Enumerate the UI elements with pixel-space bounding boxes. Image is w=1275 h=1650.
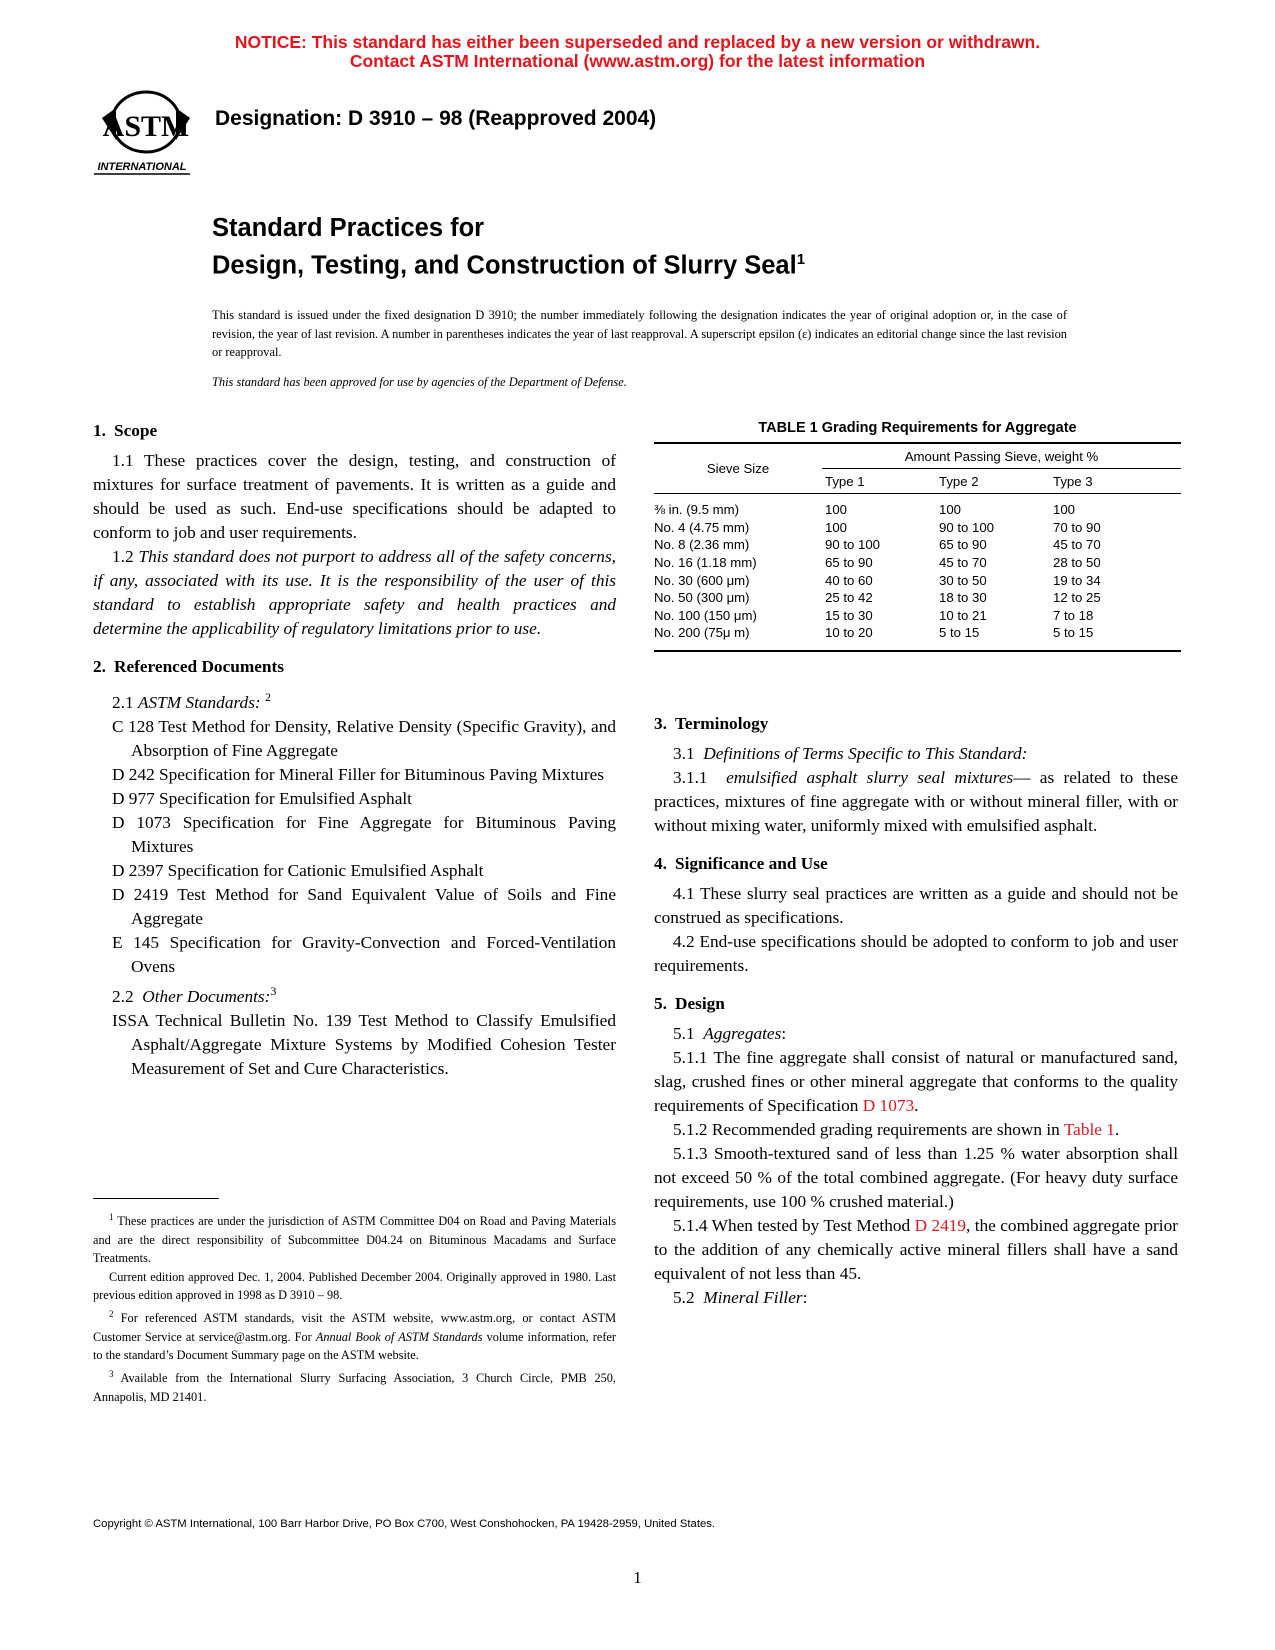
table-row — [654, 554, 1181, 572]
type-1-cell: 90 to 100 — [825, 537, 880, 553]
table-row — [654, 536, 1181, 554]
section-1-heading: 1. Scope — [93, 421, 158, 440]
type-3-cell: 5 to 15 — [1053, 625, 1094, 641]
section-2-heading: 2. Referenced Documents — [93, 657, 285, 676]
type-3-cell: 12 to 25 — [1053, 590, 1101, 606]
para-4-2: 4.2 End-use specifications should be adopted to conform to job and user requirements. — [654, 932, 1178, 975]
footnote-1-edition: Current edition approved Dec. 1, 2004. Published December 2004. Originally approved in 1980. Last previous edition approved in 1998 as D 3910 – 98. — [93, 1269, 616, 1303]
title-footnote-mark: 1 — [796, 251, 806, 268]
sieve-size-cell: No. 8 (2.36 mm) — [654, 537, 750, 553]
ref-c128: C 128 Test Method for Density, Relative Density (Specific Gravity), and Absorption of Fine Aggregate — [112, 716, 616, 760]
ref-d977: D 977 Specification for Emulsified Asphalt — [112, 788, 412, 808]
section-4-heading: 4. Significance and Use — [654, 854, 828, 873]
section-5-heading: 5. Design — [654, 994, 725, 1013]
ref-d2419: D 2419 Test Method for Sand Equivalent Value of Soils and Fine Aggregate — [112, 884, 616, 928]
sieve-size-cell: No. 100 (150 μm) — [654, 607, 757, 623]
table-row — [654, 607, 1181, 625]
type-3-cell: 100 — [1053, 502, 1076, 518]
type-2-cell: 18 to 30 — [939, 590, 987, 606]
left-column — [93, 419, 616, 1081]
table-body — [654, 501, 1181, 642]
type-1-cell: 15 to 30 — [825, 607, 873, 623]
type-1-cell: 65 to 90 — [825, 555, 873, 571]
title-line-1: Standard Practices for — [212, 214, 485, 242]
footnotes — [93, 1208, 616, 1406]
copyright-line: Copyright © ASTM International, 100 Barr Harbor Drive, PO Box C700, West Conshohocken, PA 19428-2959, United States. — [93, 1518, 716, 1530]
para-2-2: 2.2 Other Documents:$^3$ — [112, 983, 277, 1006]
notice-line-1: NOTICE: This standard has either been superseded and replaced by a new version or withdrawn. — [234, 32, 1041, 52]
dod-approval-statement: This standard has been approved for use by agencies of the Department of Defense. — [212, 375, 627, 389]
type-2-cell: 90 to 100 — [939, 519, 994, 535]
type-1-header: Type 1 — [822, 469, 936, 494]
table-caption: TABLE 1 Grading Requirements for Aggregate — [758, 420, 1077, 436]
logo-subtitle: INTERNATIONAL — [97, 161, 187, 173]
astm-logo — [92, 88, 200, 184]
para-5-2: 5.2 Mineral Filler: — [673, 1288, 808, 1307]
table-row — [654, 589, 1181, 607]
sieve-size-cell: No. 4 (4.75 mm) — [654, 519, 750, 535]
type-1-cell: 10 to 20 — [825, 625, 873, 641]
title-line-2: Design, Testing, and Construction of Slurry Seal — [212, 251, 797, 280]
para-5-1: 5.1 Aggregates: — [673, 1024, 787, 1043]
ref-e145: E 145 Specification for Gravity-Convection and Forced-Ventilation Ovens — [112, 932, 616, 976]
para-2-1: 2.1 ASTM Standards: $^2$ — [112, 690, 271, 712]
ref-issa-139: ISSA Technical Bulletin No. 139 Test Method to Classify Emulsified Asphalt/Aggregate Mixture Systems by Modified Cohesion Tester Measurement of Set and Cure Characteristics. — [112, 1010, 616, 1078]
table-row — [654, 624, 1181, 642]
para-4-1: 4.1 These slurry seal practices are written as a guide and should not be construed as specifications. — [654, 884, 1178, 927]
type-2-cell: 5 to 15 — [939, 625, 980, 641]
logo-letters: ASTM — [102, 110, 190, 143]
type-2-cell: 10 to 21 — [939, 607, 987, 623]
type-3-cell: 7 to 18 — [1053, 607, 1094, 623]
notice-line-2: Contact ASTM International (www.astm.org) for the latest information — [349, 51, 926, 71]
para-1-1: 1.1 These practices cover the design, testing, and construction of mixtures for surface treatment of pavements. It is written as a guide and should be used as such. End-use specifications should be adapted to conform to job and user requirements. — [93, 451, 616, 542]
sieve-size-header: Sieve Size — [654, 443, 822, 494]
footnote-2: $^2$ For referenced ASTM standards, visit the ASTM website, www.astm.org, or contact ASTM Customer Service at service@astm.org. For Annual Book of ASTM Standards volume information, refer to the standard’s Document Summary page on the ASTM website. — [93, 1309, 617, 1363]
sieve-size-cell: ⅜ in. (9.5 mm) — [654, 502, 740, 518]
type-3-header: Type 3 — [1050, 469, 1181, 494]
para-5-1-2: 5.1.2 Recommended grading requirements are shown in Table 1. — [673, 1120, 1120, 1139]
page-number: 1 — [633, 1568, 642, 1587]
type-3-cell: 70 to 90 — [1053, 519, 1101, 535]
type-1-cell: 100 — [825, 519, 848, 535]
type-3-cell: 45 to 70 — [1053, 537, 1101, 553]
table-1 — [654, 420, 1181, 652]
type-1-cell: 100 — [825, 502, 848, 518]
amount-passing-header: Amount Passing Sieve, weight % — [822, 443, 1181, 469]
para-3-1: 3.1 Definitions of Terms Specific to This Standard: — [673, 744, 1028, 763]
para-5-1-3: 5.1.3 Smooth-textured sand of less than 1.25 % water absorption shall not exceed 50 % of the total combined aggregate. (For heavy duty surface requirements, use 100 % crushed material.) — [654, 1144, 1178, 1211]
type-1-cell: 40 to 60 — [825, 572, 873, 588]
table-row — [654, 571, 1181, 589]
table-row — [654, 501, 1181, 519]
para-3-1-1: 3.1.1 emulsified asphalt slurry seal mixtures— as related to these practices, mixtures of fine aggregate with or without mineral filler, with or without mixing water, uniformly mixed with emulsified asphalt. — [654, 768, 1179, 835]
table-row — [654, 519, 1181, 537]
link-d1073[interactable]: D 1073 — [862, 1096, 915, 1115]
type-2-cell: 30 to 50 — [939, 572, 987, 588]
type-1-cell: 25 to 42 — [825, 590, 873, 606]
ref-d242: D 242 Specification for Mineral Filler for Bituminous Paving Mixtures — [112, 764, 604, 784]
grading-table — [654, 442, 1181, 652]
ref-d1073: D 1073 Specification for Fine Aggregate for Bituminous Paving Mixtures — [112, 812, 616, 856]
sieve-size-cell: No. 50 (300 μm) — [654, 590, 750, 606]
type-2-cell: 45 to 70 — [939, 555, 987, 571]
type-2-cell: 65 to 90 — [939, 537, 987, 553]
sieve-size-cell: No. 200 (75μ m) — [654, 625, 750, 641]
type-2-cell: 100 — [939, 502, 962, 518]
withdrawal-notice — [0, 33, 1275, 71]
para-5-1-4: 5.1.4 When tested by Test Method D 2419, the combined aggregate prior to the addition of any chemically active mineral fillers shall have a sand equivalent of not less than 45. — [654, 1216, 1178, 1283]
type-3-cell: 19 to 34 — [1053, 572, 1101, 588]
footnote-3: $^3$ Available from the International Slurry Surfacing Association, 3 Church Circle, PMB 250, Annapolis, MD 21401. — [93, 1368, 616, 1404]
ref-d2397: D 2397 Specification for Cationic Emulsified Asphalt — [112, 860, 484, 880]
link-table-1[interactable]: Table 1 — [1063, 1120, 1115, 1139]
section-3-heading: 3. Terminology — [654, 714, 769, 733]
footnote-rule — [93, 1198, 219, 1199]
designation: Designation: D 3910 – 98 (Reapproved 2004) — [215, 107, 657, 130]
issuance-statement: This standard is issued under the fixed designation D 3910; the number immediately following the designation indicates the year of original adoption or, in the case of revision, the year of last revision. A number in parentheses indicates the year of last reapproval. A superscript epsilon (ε) indicates an editorial change since the last revision or reapproval. — [212, 308, 1067, 359]
type-3-cell: 28 to 50 — [1053, 555, 1101, 571]
right-column — [654, 712, 1178, 1310]
para-5-1-1: 5.1.1 The fine aggregate shall consist of natural or manufactured sand, slag, crushed fines or other mineral aggregate that conforms to the quality requirements of Specification D 1073. — [654, 1048, 1178, 1115]
type-2-header: Type 2 — [936, 469, 1050, 494]
footnote-1: $^1$ These practices are under the jurisdiction of ASTM Committee D04 on Road and Paving Materials and are the direct responsibility of Subcommittee D04.24 on Bituminous Macadams and Surface Treatments. — [93, 1212, 616, 1266]
para-1-2: 1.2 This standard does not purport to address all of the safety concerns, if any, associated with its use. It is the responsibility of the user of this standard to establish appropriate safety and health practices and determine the applicability of regulatory limitations prior to use. — [93, 547, 616, 638]
sieve-size-cell: No. 16 (1.18 mm) — [654, 555, 757, 571]
link-d2419[interactable]: D 2419 — [914, 1216, 967, 1235]
document-title — [212, 213, 805, 282]
astm-emblem-icon — [92, 88, 200, 184]
sieve-size-cell: No. 30 (600 μm) — [654, 572, 750, 588]
